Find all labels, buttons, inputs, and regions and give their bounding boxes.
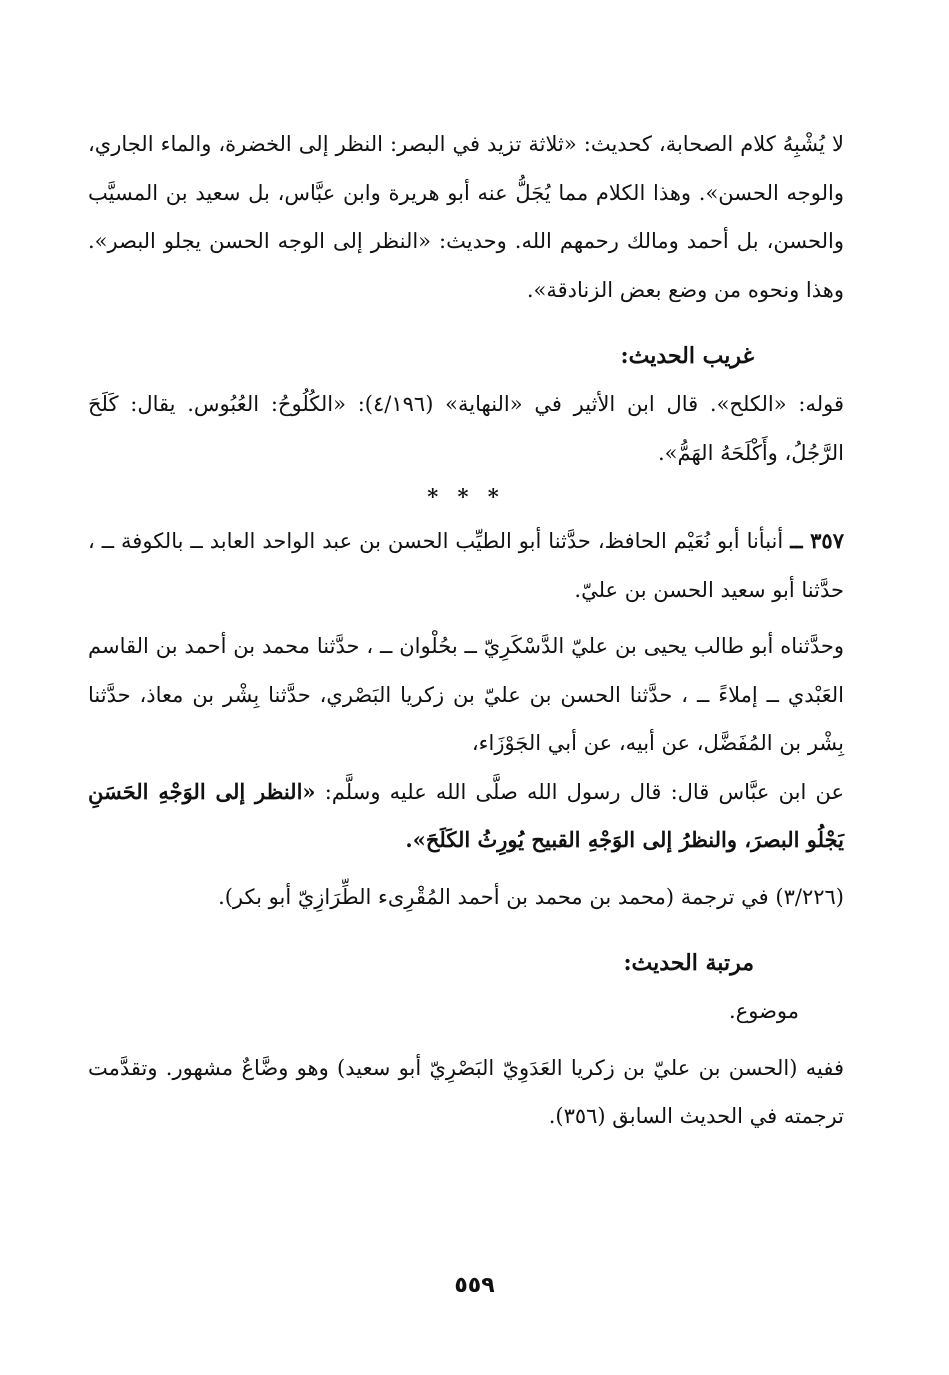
section-divider-stars: * * * bbox=[427, 484, 505, 509]
page-body bbox=[88, 120, 844, 1141]
paragraph-verdict: موضوع. bbox=[729, 999, 799, 1023]
paragraph-hadith-text bbox=[88, 768, 844, 865]
hadith-intro: عن ابن عبَّاس قال: قال رسول الله صلَّى الله عليه وسلَّم: bbox=[324, 779, 844, 804]
heading-rank-of-hadith: مرتبة الحديث: bbox=[623, 950, 754, 976]
paragraph-gharib: قوله: «الكلح». قال ابن الأثير في «النهاية» (٤/١٩٦): «الكُلُوحُ: العُبُوس. يقال: كَلَحَ الرَّجُلُ، وأَكْلَحَهُ الهَمُّ». bbox=[88, 392, 844, 465]
paragraph-second-isnad: وحدَّثناه أبو طالب يحيى بن عليّ الدَّسْكَرِيّ ــ بحُلْوان ــ ، حدَّثنا محمد بن أحمد بن القاسم العَبْدي ــ إملاءً ــ ، حدَّثنا الحسن بن عليّ بن زكريا البَصْري، حدَّثنا بِشْر بن معاذ، حدَّثنا بِشْر بن المُفَضَّل، عن أبيه، عن أبي الجَوْزَاء، bbox=[88, 634, 844, 755]
page-number: ٥٥٩ bbox=[454, 1273, 495, 1298]
paragraph-quote: لا يُشْبِهُ كلام الصحابة، كحديث: «ثلاثة تزيد في البصر: النظر إلى الخضرة، والماء الجاري، والوجه الحسن». وهذا الكلام مما يُجَلُّ عنه أبو هريرة وابن عبَّاس، بل سعيد بن المسيَّب والحسن، بل أحمد ومالك رحمهم الله. وحديث: «النظر إلى الوجه الحسن يجلو البصر». وهذا ونحوه من وضع بعض الزنادقة». bbox=[88, 132, 844, 302]
paragraph-hadith-357 bbox=[88, 517, 844, 614]
paragraph-source-reference: (٣/٢٢٦) في ترجمة (محمد بن محمد بن أحمد المُقْرِىء الطِّرَازِيّ أبو بكر). bbox=[218, 884, 844, 909]
hadith-357-isnad: أنبأنا أبو نُعَيْم الحافظ، حدَّثنا أبو الطيِّب الحسن بن عبد الواحد العابد ــ بالكوفة ــ ، حدَّثنا أبو سعيد الحسن بن عليّ. bbox=[88, 529, 844, 602]
heading-gharib-al-hadith: غريب الحديث: bbox=[620, 343, 754, 369]
paragraph-reason: ففيه (الحسن بن عليّ بن زكريا العَدَوِيّ البَصْرِيّ أبو سعيد) وهو وضَّاعٌ مشهور. وتقدَّمت ترجمته في الحديث السابق (٣٥٦). bbox=[88, 1055, 844, 1128]
hadith-matn: «النظر إلى الوَجْهِ الحَسَنِ يَجْلُو البصرَ، والنظرُ إلى الوَجْهِ القبيح يُورِثُ الكَلَحَ». bbox=[88, 778, 844, 852]
hadith-number: ٣٥٧ ــ bbox=[790, 528, 844, 553]
